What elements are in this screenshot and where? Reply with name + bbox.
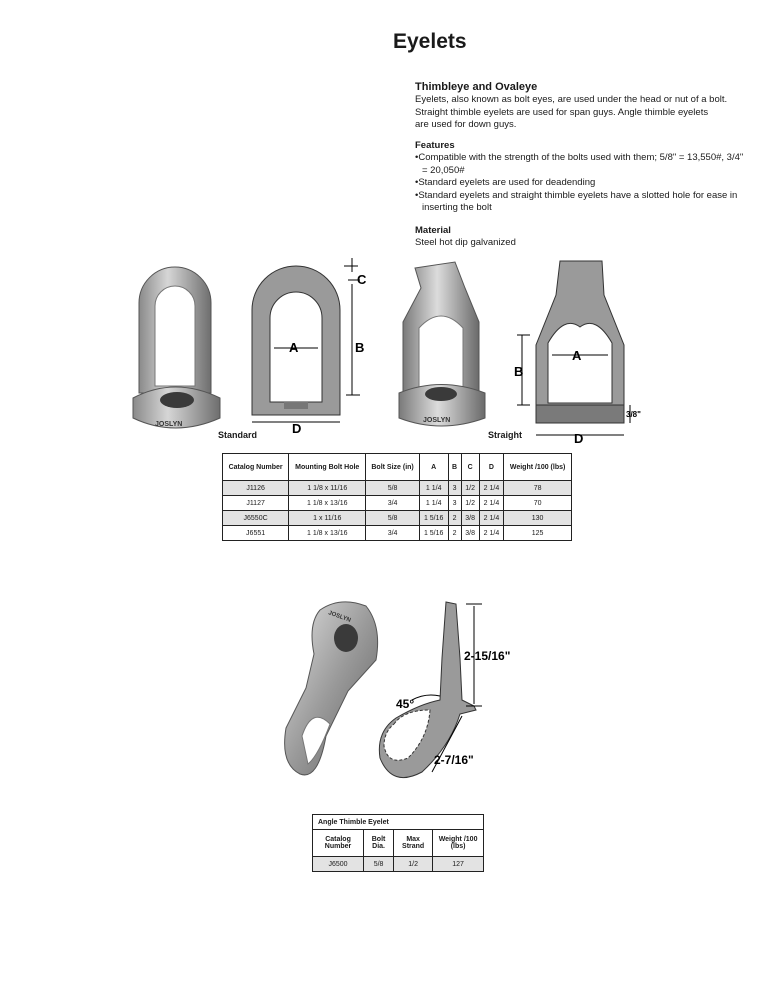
table-cell: 1 x 11/16 <box>289 511 366 526</box>
table-header-row <box>223 454 572 481</box>
table-row <box>313 857 484 872</box>
col-header: B <box>448 454 461 481</box>
table-cell: J1126 <box>223 481 289 496</box>
col-header: A <box>419 454 448 481</box>
feature-item: • Standard eyelets are used for deadending <box>415 177 745 190</box>
col-header: Weight /100 (lbs) <box>504 454 572 481</box>
dim-a: A <box>572 348 582 363</box>
angle-eyelet-drawing <box>370 596 530 788</box>
table-cell: 3/4 <box>366 526 420 541</box>
table-cell: 130 <box>504 511 572 526</box>
table-row <box>223 481 572 496</box>
dim-angle: 45° <box>396 697 415 711</box>
table-cell: 2 <box>448 526 461 541</box>
intro-section <box>415 80 745 132</box>
col-header: Max Strand <box>394 830 433 857</box>
table-cell: 3/8 <box>461 526 479 541</box>
table-cell: 3 <box>448 481 461 496</box>
dim-depth: 2-7/16" <box>434 753 474 767</box>
table-cell: J1127 <box>223 496 289 511</box>
table-cell: 1 1/8 x 11/16 <box>289 481 366 496</box>
table-cell: 2 1/4 <box>479 511 503 526</box>
col-header: Bolt Size (in) <box>366 454 420 481</box>
straight-caption: Straight <box>488 430 523 440</box>
table-cell: J6551 <box>223 526 289 541</box>
table-cell: 1 5/16 <box>419 526 448 541</box>
table-cell: 2 1/4 <box>479 496 503 511</box>
brand-mark: JOSLYN <box>423 417 451 424</box>
dim-c: C <box>357 272 367 287</box>
col-header: Catalog Number <box>313 830 364 857</box>
table-header-row <box>313 830 484 857</box>
table-caption: Angle Thimble Eyelet <box>313 815 484 830</box>
table-row <box>223 496 572 511</box>
table-cell: 5/8 <box>364 857 394 872</box>
intro-line-2: Straight thimble eyelets are used for span guys. Angle thimble eyelets <box>415 106 709 118</box>
straight-eyelet-photo <box>395 258 495 428</box>
dim-three-eighths: 3/8" <box>626 410 641 419</box>
material-section <box>415 225 745 250</box>
dim-height: 2-15/16" <box>464 649 511 663</box>
table-cell: 1 1/4 <box>419 481 448 496</box>
table-cell: 2 <box>448 511 461 526</box>
table-cell: 1/2 <box>461 481 479 496</box>
table-cell: 1 1/8 x 13/16 <box>289 526 366 541</box>
table-caption-row <box>313 815 484 830</box>
col-header: C <box>461 454 479 481</box>
dim-d: D <box>574 431 584 445</box>
dim-b: B <box>514 364 524 379</box>
table-cell: 1 5/16 <box>419 511 448 526</box>
table-cell: J6550C <box>223 511 289 526</box>
table-cell: 1/2 <box>394 857 433 872</box>
material-text: Steel hot dip galvanized <box>415 237 516 248</box>
table-cell: 2 1/4 <box>479 481 503 496</box>
table-cell: 127 <box>433 857 484 872</box>
table-cell: 125 <box>504 526 572 541</box>
standard-eyelet-photo <box>125 258 225 433</box>
features-section <box>415 140 745 215</box>
intro-line-3: are used for down guys. <box>415 119 517 130</box>
feature-item: • Compatible with the strength of the bolts used with them; 5/8" = 13,550#, 3/4" = 20,050# <box>415 152 745 177</box>
col-header: Catalog Number <box>223 454 289 481</box>
col-header: Weight /100 (lbs) <box>433 830 484 857</box>
table-cell: 1 1/4 <box>419 496 448 511</box>
intro-heading: Thimbleye and Ovaleye <box>415 81 538 93</box>
table-cell: 1 1/8 x 13/16 <box>289 496 366 511</box>
table-cell: 5/8 <box>366 511 420 526</box>
table-row <box>223 511 572 526</box>
dim-d: D <box>292 421 302 435</box>
standard-caption: Standard <box>218 430 258 440</box>
col-header: Mounting Bolt Hole <box>289 454 366 481</box>
col-header: Bolt Dia. <box>364 830 394 857</box>
brand-mark: JOSLYN <box>155 421 183 428</box>
table-cell: 5/8 <box>366 481 420 496</box>
standard-eyelet-drawing <box>240 250 370 435</box>
table-cell: 78 <box>504 481 572 496</box>
angle-eyelet-table <box>312 814 484 872</box>
table-cell: 2 1/4 <box>479 526 503 541</box>
feature-item: • Standard eyelets and straight thimble eyelets have a slotted hole for ease in inserting the bolt <box>415 190 745 215</box>
table-row <box>223 526 572 541</box>
brand-mark: JOSLYN <box>327 610 352 624</box>
col-header: D <box>479 454 503 481</box>
table-cell: 1/2 <box>461 496 479 511</box>
table-cell: 3/8 <box>461 511 479 526</box>
dim-b: B <box>355 340 365 355</box>
table-cell: 3/4 <box>366 496 420 511</box>
table-cell: 3 <box>448 496 461 511</box>
page-title: Eyelets <box>393 30 467 53</box>
features-heading: Features <box>415 140 455 151</box>
straight-eyelet-drawing <box>512 255 652 445</box>
table-cell: J6500 <box>313 857 364 872</box>
dim-a: A <box>289 340 299 355</box>
intro-line-1: Eyelets, also known as bolt eyes, are used under the head or nut of a bolt. <box>415 94 728 105</box>
table-cell: 70 <box>504 496 572 511</box>
features-list <box>415 152 745 215</box>
eyelet-spec-table <box>222 453 572 541</box>
material-heading: Material <box>415 225 451 236</box>
